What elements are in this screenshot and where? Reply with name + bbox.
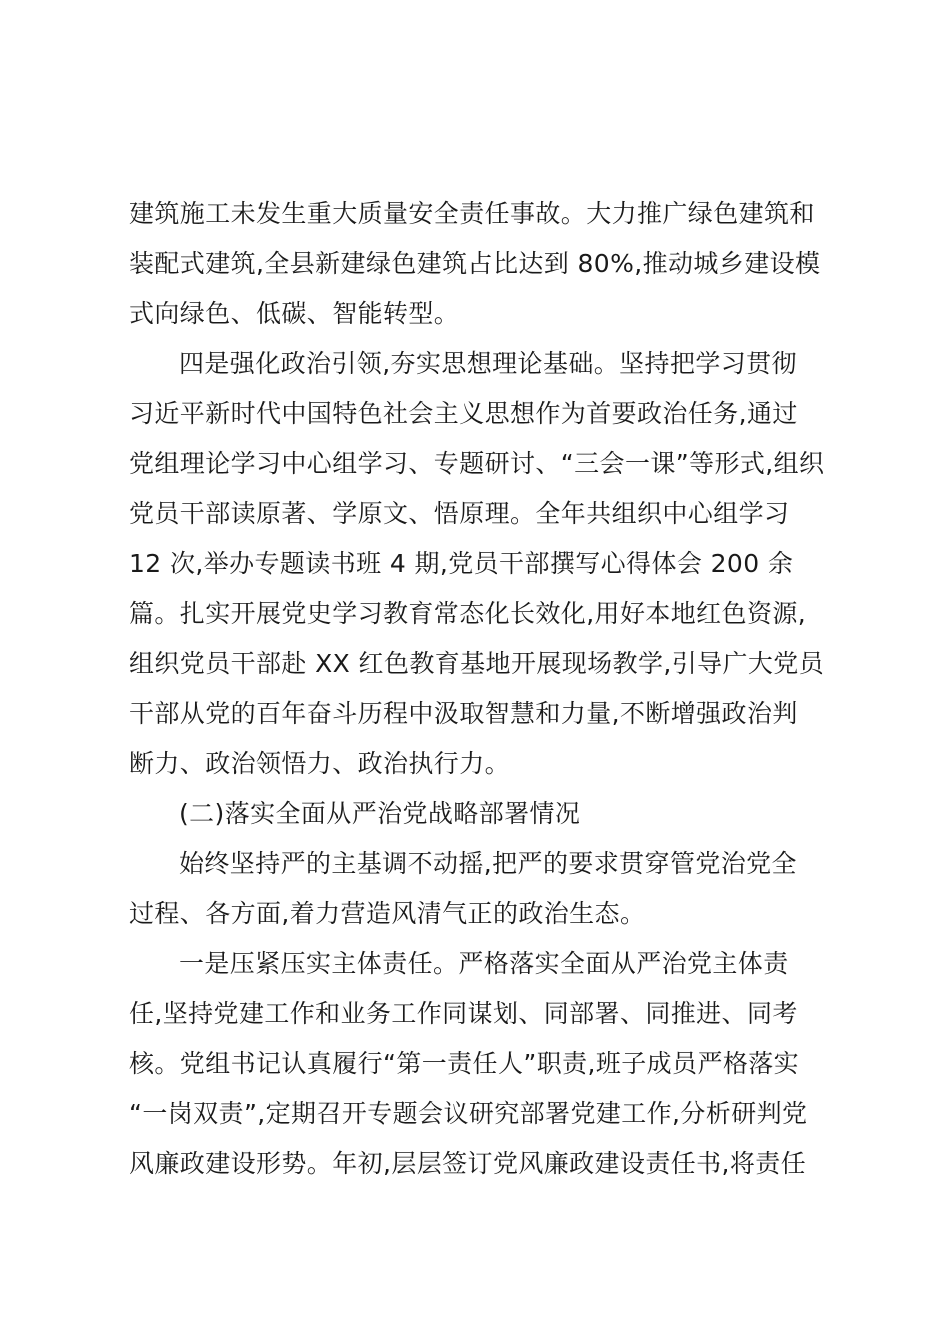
paragraph-start-line: 始终坚持严的主基调不动摇,把严的要求贯穿管党治党全 — [179, 849, 797, 878]
text-line: 断力、政治领悟力、政治执行力。 — [129, 749, 511, 778]
paragraph-start-line: 四是强化政治引领,夯实思想理论基础。坚持把学习贯彻 — [179, 349, 797, 378]
text-line: 党员干部读原著、学原文、悟原理。全年共组织中心组学习 — [129, 499, 790, 528]
paragraph-start-line: 一是压紧压实主体责任。严格落实全面从严治党主体责 — [179, 949, 789, 978]
text-line: 过程、各方面,着力营造风清气正的政治生态。 — [129, 899, 646, 928]
text-line: 任,坚持党建工作和业务工作同谋划、同部署、同推进、同考 — [129, 999, 798, 1028]
section-heading: (二)落实全面从严治党战略部署情况 — [179, 799, 581, 828]
text-line: 风廉政建设形势。年初,层层签订党风廉政建设责任书,将责任 — [129, 1149, 807, 1178]
text-line: 党组理论学习中心组学习、专题研讨、“三会一课”等形式,组织 — [129, 449, 825, 478]
text-line: 干部从党的百年奋斗历程中汲取智慧和力量,不断增强政治判 — [129, 699, 798, 728]
text-line: 建筑施工未发生重大质量安全责任事故。大力推广绿色建筑和 — [129, 199, 815, 228]
text-line: 篇。扎实开展党史学习教育常态化长效化,用好本地红色资源, — [129, 599, 807, 628]
text-line: 装配式建筑,全县新建绿色建筑占比达到 80%,推动城乡建设模 — [129, 249, 821, 278]
text-line: 组织党员干部赴 XX 红色教育基地开展现场教学,引导广大党员 — [129, 649, 825, 678]
text-line: 核。党组书记认真履行“第一责任人”职责,班子成员严格落实 — [129, 1049, 800, 1078]
text-line: 12 次,举办专题读书班 4 期,党员干部撰写心得体会 200 余 — [129, 549, 794, 578]
text-line: “一岗双责”,定期召开专题会议研究部署党建工作,分析研判党 — [129, 1099, 808, 1128]
text-line: 式向绿色、低碳、智能转型。 — [129, 299, 460, 328]
text-line: 习近平新时代中国特色社会主义思想作为首要政治任务,通过 — [129, 399, 798, 428]
